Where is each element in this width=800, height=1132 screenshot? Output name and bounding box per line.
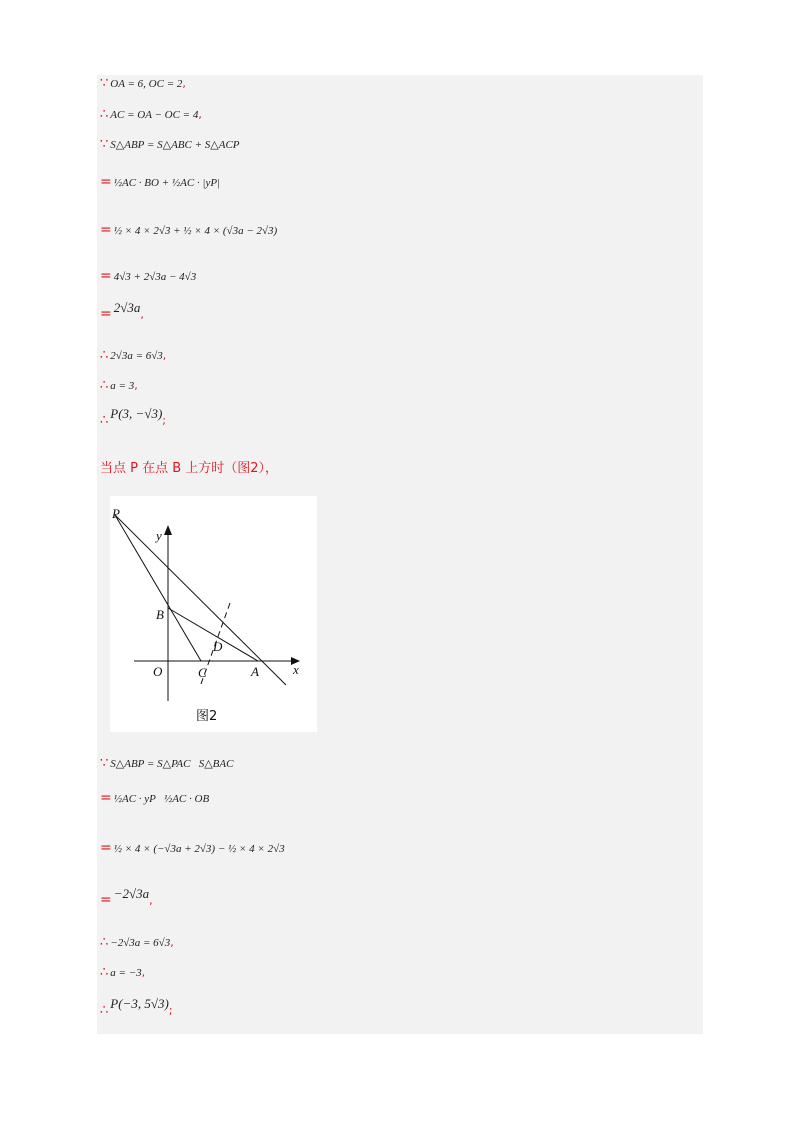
punctuation: , — [140, 308, 144, 321]
equation: a = 3 — [110, 380, 135, 392]
step-line — [100, 790, 209, 806]
point-coordinates: P(3, −√3) — [110, 406, 163, 421]
punctuation: ; — [168, 1004, 173, 1017]
step-line — [100, 406, 167, 428]
label-d: D — [213, 639, 223, 654]
therefore-symbol: ∴ — [100, 378, 109, 393]
equals-symbol: = — [100, 892, 112, 908]
label-y: y — [156, 528, 162, 543]
figure-2 — [110, 496, 317, 732]
step-line — [100, 300, 144, 322]
step-line — [100, 76, 186, 91]
label-p: P — [112, 506, 120, 521]
equation: ½ × 4 × (−√3a + 2√3) − ½ × 4 × 2√3 — [113, 843, 285, 855]
label-o: O — [153, 664, 163, 679]
punctuation: , — [198, 108, 202, 121]
figure-caption: 图2 — [196, 709, 218, 724]
equals-symbol: = — [100, 174, 112, 190]
step-line — [100, 756, 233, 771]
step-line — [100, 840, 285, 856]
equation: S△ABP = S△PAC S△BAC — [110, 758, 234, 770]
equation: S△ABP = S△ABC + S△ACP — [110, 139, 240, 151]
equals-symbol: = — [100, 268, 112, 284]
therefore-symbol: ∴ — [100, 413, 109, 428]
equation: ½AC · yP ½AC · OB — [113, 793, 210, 805]
point-coordinates: P(−3, 5√3) — [110, 996, 169, 1011]
step-line — [100, 174, 220, 190]
equation: 2√3a = 6√3 — [110, 350, 163, 362]
step-line — [100, 965, 145, 980]
equation: OA = 6, OC = 2 — [110, 78, 183, 90]
punctuation: ; — [162, 414, 167, 427]
step-line — [100, 886, 153, 908]
punctuation: , — [162, 349, 167, 362]
therefore-symbol: ∴ — [100, 107, 109, 122]
equation: ½AC · BO + ½AC · |yP| — [113, 177, 221, 189]
equation: a = −3 — [110, 967, 142, 979]
punctuation: , — [149, 894, 153, 907]
equals-symbol: = — [100, 790, 112, 806]
step-line — [100, 935, 174, 950]
punctuation: , — [134, 379, 138, 392]
therefore-symbol: ∴ — [100, 935, 109, 950]
step-line — [100, 378, 138, 393]
because-symbol: ∵ — [100, 76, 109, 91]
equals-symbol: = — [100, 840, 112, 856]
equals-symbol: = — [100, 306, 112, 322]
punctuation: , — [182, 77, 186, 90]
because-symbol: ∵ — [100, 756, 109, 771]
label-c: C — [198, 665, 207, 680]
punctuation: , — [141, 966, 146, 979]
y-axis-arrow — [164, 525, 172, 535]
equation: 4√3 + 2√3a − 4√3 — [113, 271, 197, 283]
step-line — [100, 107, 202, 122]
step-line — [100, 222, 277, 238]
equation: −2√3a — [113, 886, 150, 901]
label-b: B — [156, 607, 164, 622]
because-symbol: ∵ — [100, 137, 109, 152]
step-line — [100, 348, 166, 363]
equation: ½ × 4 × 2√3 + ½ × 4 × (√3a − 2√3) — [113, 225, 278, 237]
equation: −2√3a = 6√3 — [110, 937, 171, 949]
case-heading: 当点 P 在点 B 上方时（图2）， — [100, 461, 279, 476]
label-x: x — [293, 662, 299, 677]
step-line — [100, 268, 196, 284]
therefore-symbol: ∴ — [100, 1003, 109, 1018]
step-line — [100, 996, 173, 1018]
label-a: A — [251, 664, 259, 679]
geometry-diagram — [110, 496, 317, 732]
step-line — [100, 137, 240, 152]
equation: AC = OA − OC = 4 — [110, 109, 199, 121]
punctuation: , — [170, 936, 174, 949]
equation: 2√3a — [113, 300, 141, 315]
therefore-symbol: ∴ — [100, 965, 109, 980]
therefore-symbol: ∴ — [100, 348, 109, 363]
equals-symbol: = — [100, 222, 112, 238]
